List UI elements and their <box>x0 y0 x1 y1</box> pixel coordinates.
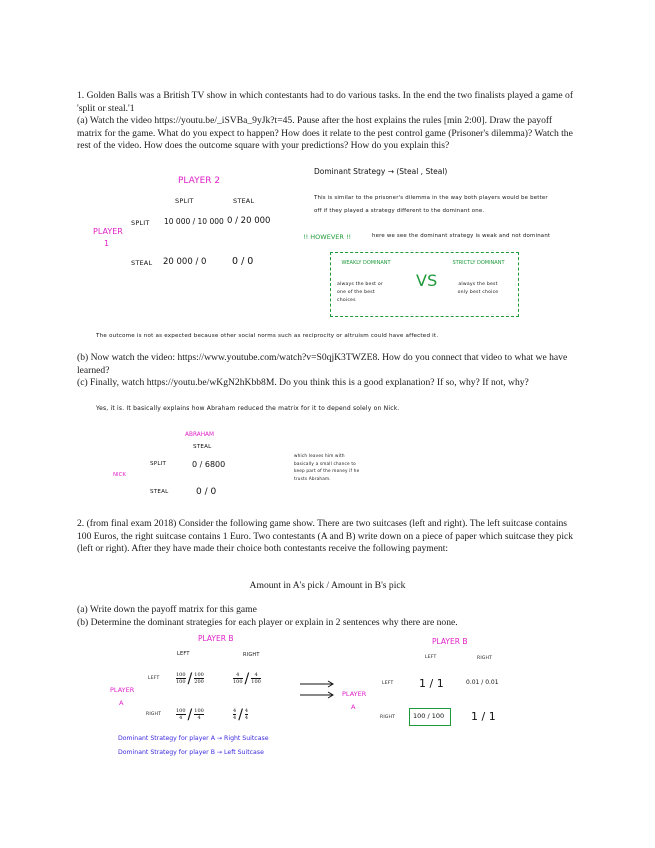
nick-row-steal: STEAL <box>150 489 169 495</box>
q2-parts <box>77 604 577 629</box>
q1-block <box>77 90 577 153</box>
matrix3-cell-21: 100 / 100 <box>413 712 445 720</box>
matrix3-playerB-label: PLAYER B <box>432 637 468 646</box>
matrix2-row-left: LEFT <box>148 676 160 681</box>
q1-part-a: (a) Watch the video https://youtu.be/_iSVBa_9yJk?t=45. Pause after the host explains the rules [min 2:00]. Draw the payoff matrix for the game. What do you expect to happen? How does it relate to the pest control game (Prisoner's dilemma)? Watch the rest of the video. How does the outcome square with your predictions? How do you explain this? <box>77 115 573 152</box>
answer-c-note: Yes, it is. It basically explains how Abraham reduced the matrix for it to depend solely on Nick. <box>96 405 400 412</box>
reduced-remark: which leaves him with basically a small chance to keep part of the money if he trusts Abraham. <box>294 453 360 481</box>
matrix1-player1-num: 1 <box>104 239 110 248</box>
matrix2-col-left: LEFT <box>177 651 190 657</box>
reduced-cell-2: 0 / 0 <box>196 487 217 497</box>
outcome-note: The outcome is not as expected because other social norms such as reciprocity or altruism could have affected it. <box>96 333 439 339</box>
nick-row-split: SPLIT <box>150 461 167 467</box>
q2-part-a: (a) Write down the payoff matrix for this game <box>77 604 257 615</box>
matrix3-row-left: LEFT <box>382 681 394 686</box>
matrix1-cell-22: 0 / 0 <box>232 256 254 267</box>
q2-part-b: (b) Determine the dominant strategies for each player or explain in 2 sentences why there are none. <box>77 616 458 628</box>
matrix2-cell-11: $\frac{100}{100}$ / $\frac{100}{200}$ <box>176 670 204 687</box>
matrix2-cell-12: $\frac{4}{100}$ / $\frac{4}{100}$ <box>233 670 261 687</box>
matrix1-row-split: SPLIT <box>131 219 150 227</box>
arrows-icon <box>298 680 338 700</box>
nick-label: NICK <box>113 472 126 478</box>
weak-vs-strict-box <box>330 252 519 317</box>
matrix3-cell-12: 0.01 / 0.01 <box>466 679 499 686</box>
matrix1-cell-12: 0 / 20 000 <box>227 216 271 226</box>
q1-bc-block <box>77 352 577 390</box>
however-label: !! HOWEVER !! <box>303 233 352 241</box>
matrix2-playerA-label: PLAYER <box>110 686 135 694</box>
matrix2-playerB-label: PLAYER B <box>198 634 234 643</box>
however-note: here we see the dominant strategy is weak and not dominant <box>372 233 551 239</box>
matrix2-cell-22: $\frac{4}{4}$ / $\frac{4}{4}$ <box>233 706 249 723</box>
matrix3-cell-11: 1 / 1 <box>419 677 444 690</box>
q1-intro: 1. Golden Balls was a British TV show in which contestants had to do various tasks. In the end the two finalists played a game of 'split or steal.'1 <box>77 90 574 114</box>
q2-intro: 2. (from final exam 2018) Consider the following game show. There are two suitcases (left and right). The left suitcase contains 100 Euros, the right suitcase contains 1 Euro. Two contestants (A and B) write down on a piece of paper which suitcase they pick (left or right). After they have made their choice both contestants receive the following payment: <box>77 518 574 555</box>
reduced-cell-1: 0 / 6800 <box>192 460 226 469</box>
matrix3-col-right: RIGHT <box>477 656 493 661</box>
matrix1-col-split: SPLIT <box>175 197 194 205</box>
strictly-dominant-title: STRICTLY DOMINANT <box>452 260 505 266</box>
abraham-label: ABRAHAM <box>185 432 215 438</box>
matrix2-playerA-letter: A <box>119 699 124 707</box>
q2-formula: Amount in A's pick / Amount in B's pick <box>249 580 406 591</box>
matrix1-cell-11: 10 000 / 10 000 <box>164 217 224 226</box>
dominant-strategy-a: Dominant Strategy for player A → Right Suitcase <box>118 735 269 742</box>
similar-note-line2: off if they played a strategy different to the dominant one. <box>314 208 485 214</box>
matrix3-col-left: LEFT <box>425 655 437 660</box>
weakly-dominant-desc: always the best or one of the best choices <box>337 282 383 303</box>
strictly-dominant-desc: always the best only best choice <box>457 282 499 295</box>
matrix1-player2-label: PLAYER 2 <box>178 176 221 186</box>
weakly-dominant-title: WEAKLY DOMINANT <box>341 260 391 266</box>
dominant-strategy-note: Dominant Strategy → (Steal , Steal) <box>314 167 448 176</box>
matrix1-player1-label: PLAYER <box>93 227 123 236</box>
matrix3-playerA-letter: A <box>351 703 356 711</box>
dominant-strategy-b: Dominant Strategy for player B → Left Suitcase <box>118 749 264 756</box>
matrix2-cell-21: $\frac{100}{4}$ / $\frac{100}{4}$ <box>176 706 204 723</box>
q1-part-c: (c) Finally, watch https://youtu.be/wKgN2hKbb8M. Do you think this is a good explanation? If so, why? If not, why? <box>77 377 529 389</box>
matrix3-cell-22: 1 / 1 <box>471 710 496 723</box>
matrix1-cell-21: 20 000 / 0 <box>163 257 207 267</box>
matrix1-col-steal: STEAL <box>233 197 255 205</box>
matrix2-row-right: RIGHT <box>146 712 162 717</box>
matrix3-highlight-box <box>409 708 451 726</box>
matrix3-playerA-label: PLAYER <box>342 690 367 698</box>
vs-label: VS <box>416 271 438 290</box>
abraham-steal-label: STEAL <box>193 444 212 450</box>
matrix3-row-right: RIGHT <box>380 715 396 720</box>
q1-part-b: (b) Now watch the video: https://www.youtube.com/watch?v=S0qjK3TWZE8. How do you connect that video to what we have learned? <box>77 352 568 376</box>
similar-note-line1: This is similar to the prisoner's dilemma in the way both players would be better <box>314 195 548 201</box>
matrix2-col-right: RIGHT <box>243 652 260 658</box>
matrix1-row-steal: STEAL <box>131 259 153 267</box>
